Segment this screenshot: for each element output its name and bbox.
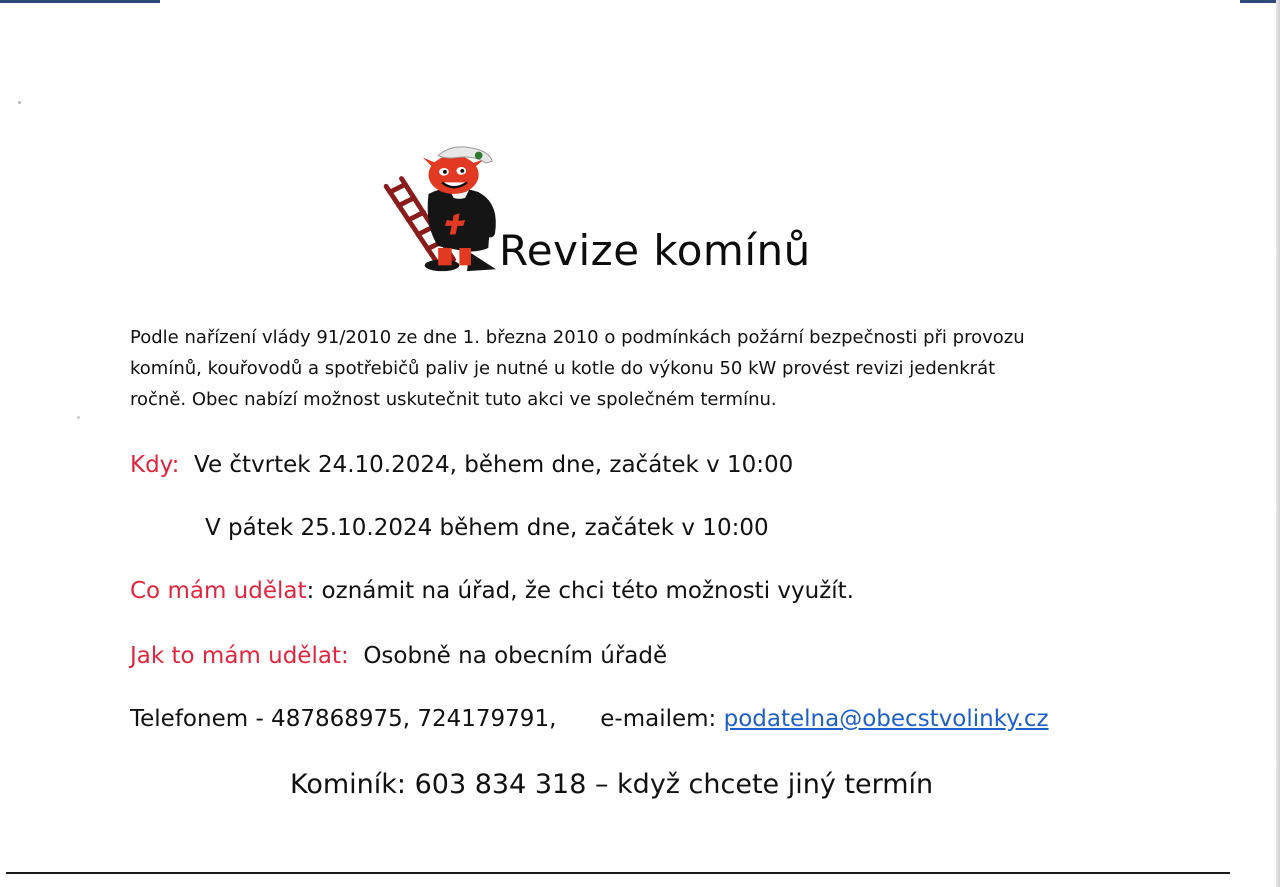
intro-line: ročně. Obec nabízí možnost uskutečnit tuto akci ve společném termínu. [130,389,777,410]
intro-line: komínů, kouřovodů a spotřebičů paliv je nutné u kotle do výkonu 50 kW provést revizi jedenkrát [130,358,996,379]
how-label: Jak to mám udělat: [130,643,349,669]
email-label: e-mailem: [600,706,717,732]
scan-top-edge [0,0,1280,3]
how-text: Osobně na obecním úřadě [363,643,668,669]
scan-speck [18,101,21,104]
contact-row [130,706,1049,734]
when-label: Kdy: [130,452,180,478]
what-text: : oznámit na úřad, že chci této možnosti využít. [306,578,854,604]
scan-right-edge [1276,0,1280,887]
intro-line: Podle nařízení vlády 91/2010 ze dne 1. března 2010 o podmínkách požární bezpečnosti při provozu [130,327,1025,348]
email-link[interactable]: podatelna@obecstvolinky.cz [723,706,1049,732]
kominik-line: Kominík: 603 834 318 – když chcete jiný termín [290,769,934,800]
when-row-2 [205,515,769,543]
what-label: Co mám udělat [130,578,307,604]
when-row-1 [130,452,793,480]
how-row [130,643,667,671]
phone-text: Telefonem - 487868975, 724179791, [130,706,557,732]
what-row [130,578,854,606]
when-date-1: Ve čtvrtek 24.10.2024, během dne, začátek v 10:00 [194,452,794,478]
bottom-rule [6,872,1230,874]
chimney-sweep-icon [380,140,505,275]
when-date-2: V pátek 25.10.2024 během dne, začátek v 10:00 [205,515,769,541]
scan-speck [77,416,80,419]
intro-paragraph [130,322,1110,415]
page-title: Revize komínů [499,226,811,275]
